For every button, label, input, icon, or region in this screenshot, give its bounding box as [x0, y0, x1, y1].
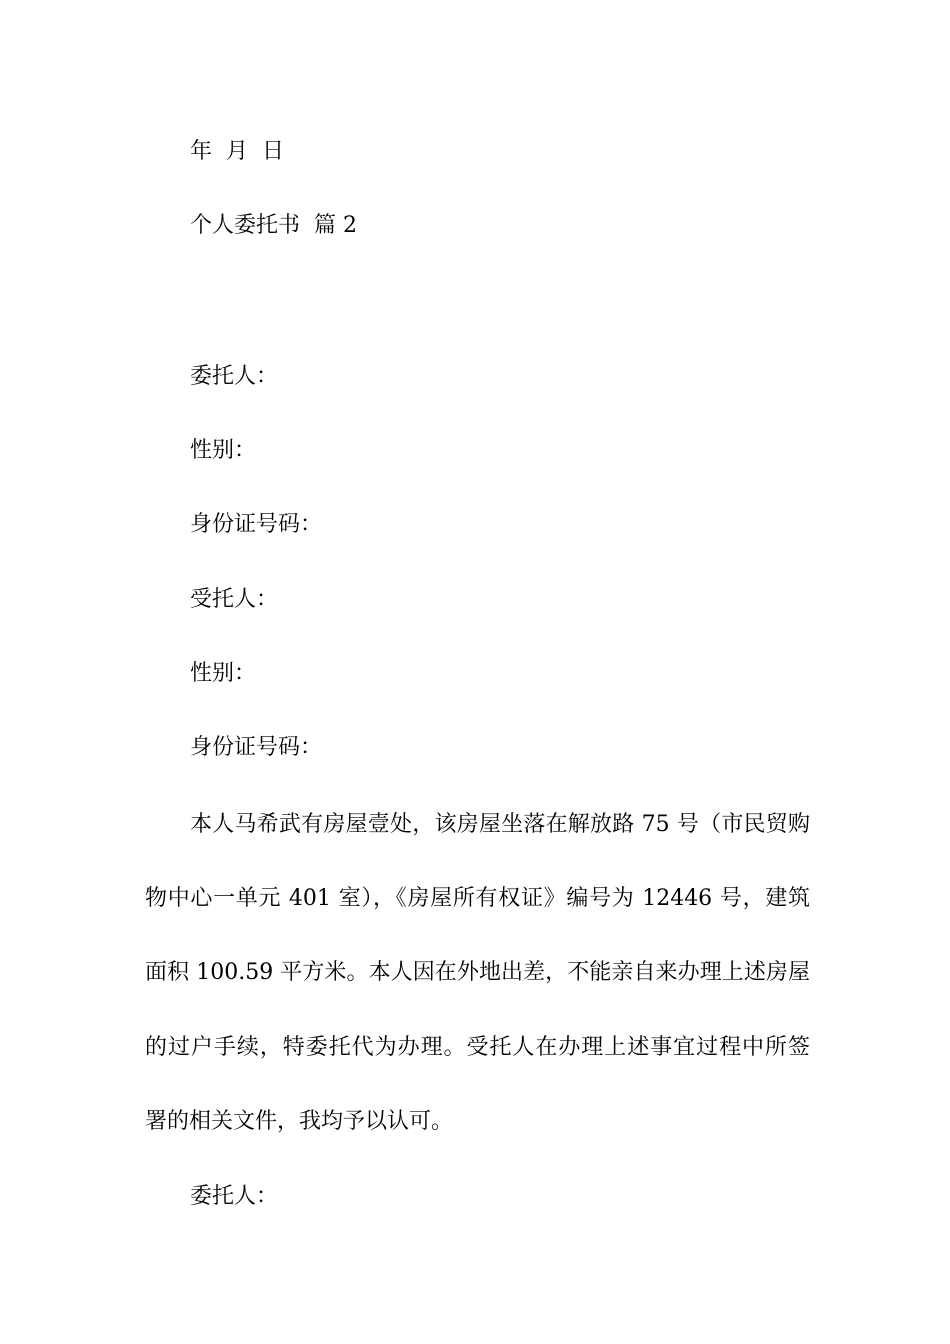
closing-field-principal: 委托人： [190, 1184, 279, 1209]
field-principal: 委托人： [190, 364, 279, 389]
paragraph-line: 署的相关文件，我均予以认可。 [145, 1109, 454, 1134]
date-line: 年 月 日 [190, 139, 284, 164]
field-agent-gender: 性别： [190, 661, 257, 686]
field-principal-gender: 性别： [190, 438, 257, 463]
paragraph-line: 的过户手续，特委托代为办理。受托人在办理上述事宜过程中所签 [145, 1035, 810, 1060]
field-agent: 受托人： [190, 587, 279, 612]
field-agent-id: 身份证号码： [190, 735, 323, 760]
paragraph-line: 本人马希武有房屋壹处，该房屋坐落在解放路 75 号（市民贸购 [190, 812, 810, 837]
field-principal-id: 身份证号码： [190, 512, 323, 537]
paragraph-line: 物中心一单元 401 室），《房屋所有权证》编号为 12446 号，建筑 [145, 886, 810, 911]
section-title: 个人委托书 篇 2 [190, 213, 357, 238]
paragraph-line: 面积 100.59 平方米。本人因在外地出差，不能亲自来办理上述房屋 [145, 960, 810, 985]
